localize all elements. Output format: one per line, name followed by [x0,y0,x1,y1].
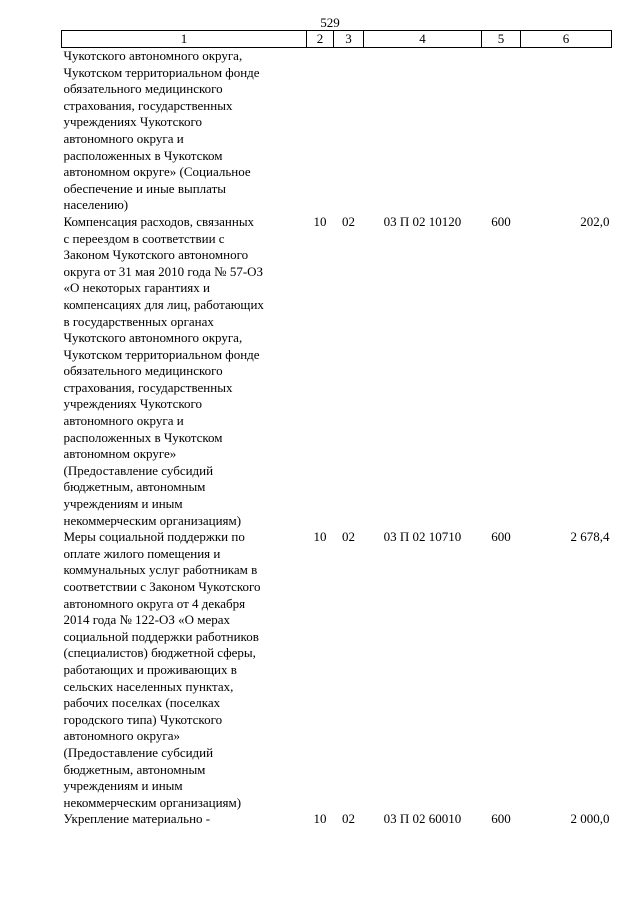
row-description [62,48,307,214]
row-description [62,529,307,811]
description-line: автономного округа от 4 декабря [63,595,246,611]
description-line: автономном округе» (Социальное [63,164,251,180]
description-line: рабочих поселках (поселках [63,695,221,711]
header-cell-2: 2 [307,31,334,48]
row-section: 10 [313,811,327,827]
description-line: расположенных в Чукотском [63,429,223,445]
header-cell-5: 5 [482,31,521,48]
table-row [62,529,612,811]
description-line: Чукотского автономного округа, [63,330,243,346]
description-line: социальной поддержки работников [63,628,259,644]
row-target-article: 03 П 02 10710 [383,529,462,545]
row-description [62,214,307,529]
description-line: Компенсация расходов, связанных [63,213,255,229]
description-line: «О некоторых гарантиях и [63,280,210,296]
row-amount: 2 000,0 [570,811,610,827]
description-line: страхования, государственных [63,379,233,395]
description-line: автономного округа и [63,413,184,429]
budget-table [61,30,612,828]
description-line: работающих и проживающих в [63,661,237,677]
description-line: Чукотском территориальном фонде [63,346,260,362]
description-line: городского типа) Чукотского [63,711,223,727]
description-line: расположенных в Чукотском [63,147,223,163]
description-line: коммунальных услуг работникам в [63,562,258,578]
description-line: Чукотском территориальном фонде [63,64,260,80]
row-amount: 2 678,4 [570,529,610,545]
row-subsection: 02 [342,213,355,229]
description-line: обязательного медицинского [63,81,223,97]
description-line: учреждениям и иным [63,778,183,794]
row-section: 10 [313,529,327,545]
table-row [62,48,612,214]
description-line: Законом Чукотского автономного [63,247,249,263]
row-target-article [364,48,482,214]
row-subsection: 02 [342,811,355,827]
row-section: 10 [313,213,327,229]
row-amount: 202,0 [580,213,610,229]
description-line: учреждениям и иным [63,496,183,512]
description-line: (Предоставление субсидий [63,744,214,760]
description-line: автономном округе» [63,446,177,462]
description-line: оплате жилого помещения и [63,545,221,561]
description-line: страхования, государственных [63,97,233,113]
description-line: Укрепление материально - [63,811,211,827]
description-line: 2014 года № 122-ОЗ «О мерах [63,612,231,628]
description-line: Чукотского автономного округа, [63,48,243,63]
description-line: обеспечение и иные выплаты [63,180,226,196]
description-line: компенсациях для лиц, работающих [63,296,264,312]
description-line: бюджетным, автономным [63,479,206,495]
description-line: обязательного медицинского [63,363,223,379]
description-line: некоммерческим организациям) [63,512,242,528]
table-header-row [62,31,612,48]
description-line: населению) [63,197,129,213]
header-cell-6: 6 [521,31,612,48]
header-cell-4: 4 [364,31,482,48]
description-line: автономного округа» [63,728,180,744]
page-number: 529 [320,15,340,30]
description-line: сельских населенных пунктах, [63,678,234,694]
description-line: с переездом в соответствии с [63,230,225,246]
row-section [307,48,334,214]
row-expense-type: 600 [491,811,511,827]
row-target-article: 03 П 02 60010 [383,811,462,827]
header-cell-1: 1 [62,31,307,48]
description-line: учреждениях Чукотского [63,396,203,412]
description-line: бюджетным, автономным [63,761,206,777]
description-line: в государственных органах [63,313,214,329]
row-target-article: 03 П 02 10120 [383,213,462,229]
description-line: соответствии с Законом Чукотского [63,579,261,594]
row-amount [521,48,612,214]
table-row [62,214,612,529]
table-row [62,811,612,828]
row-expense-type [482,48,521,214]
row-expense-type: 600 [491,529,511,545]
row-subsection: 02 [342,529,355,545]
description-line: автономного округа и [63,130,184,146]
row-expense-type: 600 [491,213,511,229]
row-description [62,811,307,828]
description-line: (специалистов) бюджетной сферы, [63,645,256,661]
description-line: Меры социальной поддержки по [63,529,245,545]
description-line: учреждениях Чукотского [63,114,203,130]
description-line: округа от 31 мая 2010 года № 57-ОЗ [63,263,264,279]
description-line: некоммерческим организациям) [63,794,242,810]
description-line: (Предоставление субсидий [63,462,214,478]
row-subsection [334,48,364,214]
header-cell-3: 3 [334,31,364,48]
